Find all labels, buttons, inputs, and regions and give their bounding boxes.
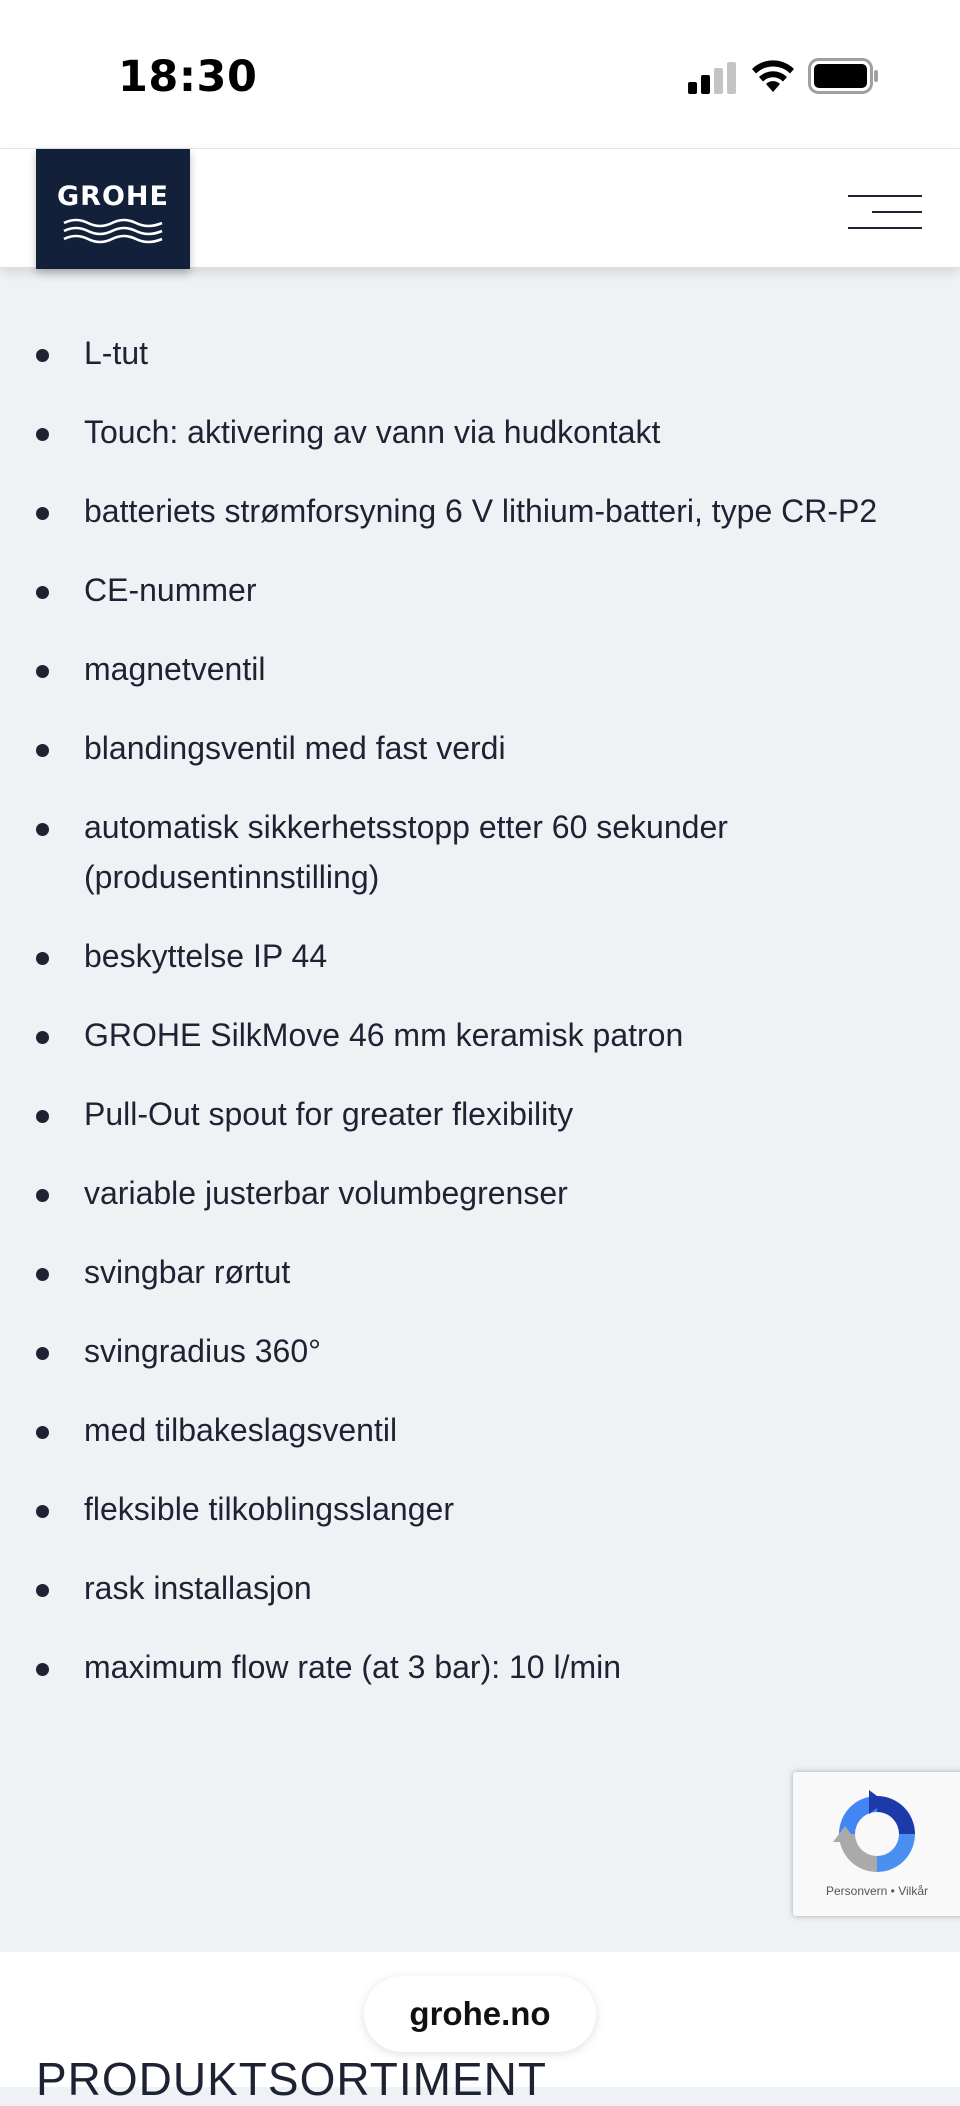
recaptcha-links[interactable]: Personvern • Vilkår [825,1884,929,1898]
bullet-icon [36,744,49,757]
feature-item [0,931,960,981]
bullet-icon [36,665,49,678]
bullet-icon [36,1505,49,1518]
feature-text: svingradius 360° [84,1333,321,1369]
feature-item [0,407,960,457]
feature-item [0,802,960,902]
feature-list [0,328,960,1721]
bullet-icon [36,428,49,441]
feature-item [0,1642,960,1692]
feature-item [0,1484,960,1534]
feature-item [0,328,960,378]
feature-text: med tilbakeslagsventil [84,1412,398,1448]
bullet-icon [36,349,49,362]
status-time: 18:30 [118,52,258,102]
bullet-icon [36,1663,49,1676]
feature-text: Touch: aktivering av vann via hudkontakt [84,414,661,450]
battery-icon [808,58,880,94]
feature-text: automatisk sikkerhetsstopp etter 60 sekunder (produsentinnstilling) [84,809,728,895]
bullet-icon [36,952,49,965]
grohe-logo[interactable] [36,149,190,269]
feature-text: magnetventil [84,651,266,687]
feature-item [0,1168,960,1218]
feature-text: Pull-Out spout for greater flexibility [84,1096,574,1132]
feature-text: beskyttelse IP 44 [84,938,328,974]
feature-item [0,486,960,536]
feature-item [0,723,960,773]
feature-text: svingbar rørtut [84,1254,291,1290]
feature-text: variable justerbar volumbegrenser [84,1175,568,1211]
bullet-icon [36,1110,49,1123]
product-features-section [0,266,960,1952]
logo-waves-icon [62,217,164,245]
bullet-icon [36,1189,49,1202]
menu-button[interactable] [848,191,922,233]
feature-item [0,1089,960,1139]
feature-item [0,1563,960,1613]
bullet-icon [36,586,49,599]
feature-item [0,1405,960,1455]
url-bar[interactable]: grohe.no [364,1976,596,2052]
recaptcha-icon [829,1786,925,1882]
bullet-icon [36,823,49,836]
bullet-icon [36,507,49,520]
bullet-icon [36,1268,49,1281]
bullet-icon [36,1031,49,1044]
section-title: PRODUKTSORTIMENT [36,2053,547,2105]
feature-item [0,565,960,615]
feature-text: GROHE SilkMove 46 mm keramisk patron [84,1017,684,1053]
feature-text: blandingsventil med fast verdi [84,730,506,766]
feature-text: rask installasjon [84,1570,312,1606]
wifi-icon [750,58,796,94]
feature-text: maximum flow rate (at 3 bar): 10 l/min [84,1649,622,1685]
feature-text: CE-nummer [84,572,257,608]
cellular-signal-icon [688,62,736,94]
feature-item [0,1010,960,1060]
feature-text: batteriets strømforsyning 6 V lithium-batteri, type CR-P2 [84,493,878,529]
bullet-icon [36,1347,49,1360]
feature-item [0,1247,960,1297]
bullet-icon [36,1584,49,1597]
site-header [0,148,960,267]
status-bar [0,0,960,148]
feature-item [0,1326,960,1376]
feature-text: L-tut [84,335,149,371]
bullet-icon [36,1426,49,1439]
logo-text: GROHE [57,181,169,212]
recaptcha-badge[interactable] [793,1772,960,1916]
feature-item [0,644,960,694]
feature-text: fleksible tilkoblingsslanger [84,1491,454,1527]
